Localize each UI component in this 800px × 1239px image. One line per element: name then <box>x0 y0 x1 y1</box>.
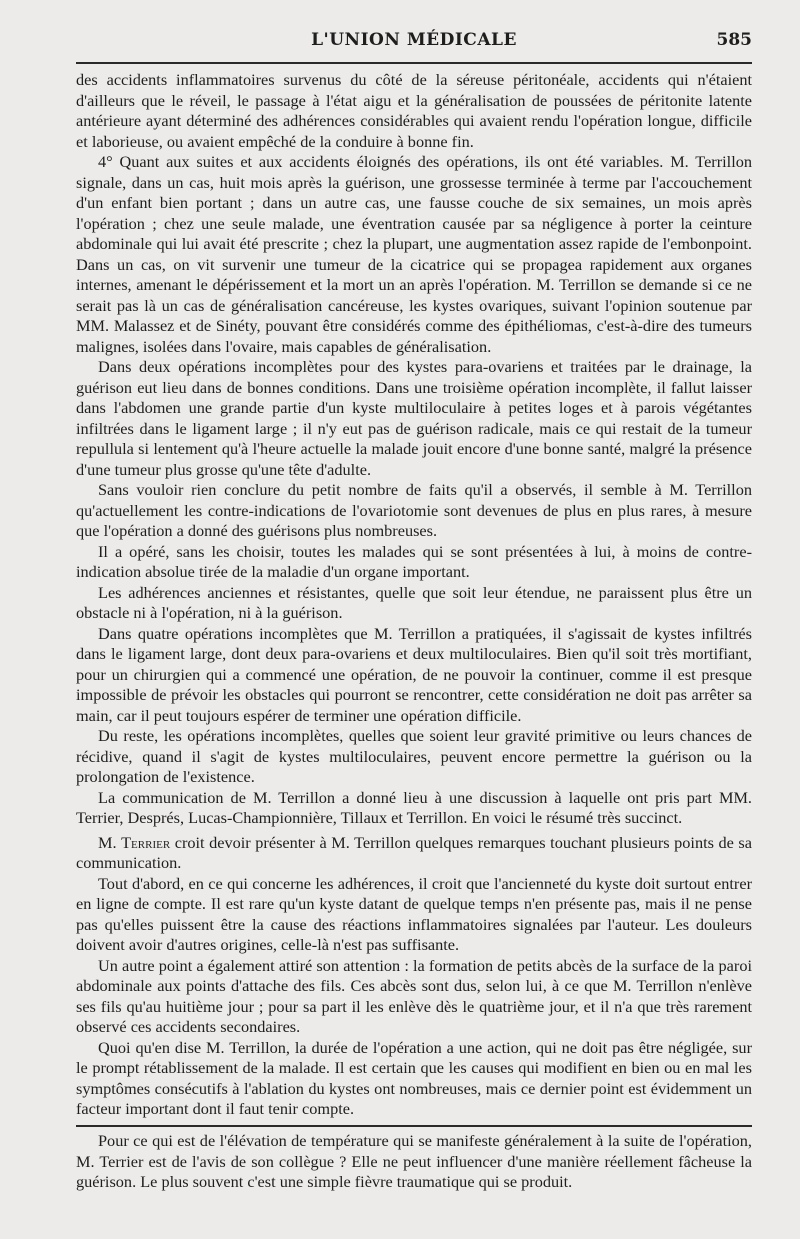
page-header <box>76 28 752 58</box>
paragraph: Du reste, les opérations incomplètes, quelles que soient leur gravité primitive ou leurs chances de récidive, quand il s'agit de kystes multiloculaires, peuvent encore permettre la guérison ou la prolongation de l'existence. <box>76 726 752 786</box>
header-rule <box>76 62 752 64</box>
paragraph: Dans quatre opérations incomplètes que M. Terrillon a pratiquées, il s'agissait de kystes infiltrés dans le ligament large, dont deux para-ovariens et deux multiloculaires. Bien qu'il soit très mortifiant, pour un chirurgien qui a commencé une opération, de ne pouvoir la continuer, comme il est presque impossible de prévoir les obstacles qui pourront se rencontrer, cette considération ne doit pas arrêter sa main, car il peut toujours espérer de terminer une opération difficile. <box>76 623 752 725</box>
paragraph: des accidents inflammatoires survenus du côté de la séreuse péritonéale, accidents qui n'étaient d'ailleurs que le réveil, le passage à l'état aigu et la généralisation de poussées de péritonite latente antérieure ayant déterminé des adhérences considérables qui avaient rendu l'opération longue, difficile et laborieuse, ou avaient empêché de la conduire à bonne fin. <box>76 70 752 151</box>
page-number: 585 <box>716 30 752 50</box>
paragraph: Tout d'abord, en ce qui concerne les adhérences, il croit que l'ancienneté du kyste doit surtout entrer en ligne de compte. Il est rare qu'un kyste datant de quelque temps n'en présente pas, mais il ne pense pas qu'elles puissent être la cause des réactions inflammatoires signalées par l'auteur. Les douleurs doivent avoir d'autres origines, celle-là n'est pas suffisante. <box>76 873 752 954</box>
running-title: L'UNION MÉDICALE <box>311 30 517 50</box>
paragraph: 4° Quant aux suites et aux accidents éloignés des opérations, ils ont été variables. M. Terrillon signale, dans un cas, huit mois après la guérison, une grossesse terminée à terme par l'accouchement d'un enfant bien portant ; dans un autre cas, une fausse couche de six semaines, un mois après l'opération ; chez une seule malade, une éventration causée par sa négligence à porter la ceinture abdominale qui lui avait été prescrite ; chez la plupart, une augmentation assez rapide de l'embonpoint. Dans un cas, on vit survenir une tumeur de la cicatrice qui se propagea rapidement aux organes internes, amenant le dépérissement et la mort un an après l'opération. M. Terrillon se demande si ce ne serait pas là un cas de généralisation cancéreuse, les kystes ovariques, suivant l'opinion soutenue par MM. Malassez et de Sinéty, pouvant être considérés comme des épithéliomas, c'est-à-dire des tumeurs malignes, isolées dans l'ovaire, mais capables de généralisation. <box>76 152 752 356</box>
paragraph: La communication de M. Terrillon a donné lieu à une discussion à laquelle ont pris part MM. Terrier, Després, Lucas-Championnière, Tillaux et Terrillon. En voici le résumé très succinct. <box>76 787 752 827</box>
paragraph: Pour ce qui est de l'élévation de température qui se manifeste généralement à la suite de l'opération, M. Terrier est de l'avis de son collègue ? Elle ne peut influencer d'une manière réellement fâcheuse la guérison. Le plus souvent c'est une simple fièvre traumatique qui se produit. <box>76 1131 752 1191</box>
paragraph: Sans vouloir rien conclure du petit nombre de faits qu'il a observés, il semble à M. Terrillon qu'actuellement les contre-indications de l'ovariotomie sont devenues de plus en plus rares, à mesure que l'opération a donné des guérisons plus nombreuses. <box>76 480 752 540</box>
paragraph: Quoi qu'en dise M. Terrillon, la durée de l'opération a une action, qui ne doit pas être négligée, sur le prompt rétablissement de la malade. Il est certain que les causes qui modifient en bien ou en mal les symptômes consécutifs à l'ablation du kystes ont nombreuses, mais ce dernier point est évidemment un facteur important dont il faut tenir compte. <box>76 1037 752 1118</box>
paragraph: Un autre point a également attiré son attention : la formation de petits abcès de la surface de la paroi abdominale aux points d'attache des fils. Ces abcès sont dus, selon lui, à ce que M. Terrillon n'enlève ses fils qu'au huitième jour ; pour sa part il les enlève dès le quatrième jour, et il n'a que très rarement observé ces accidents secondaires. <box>76 955 752 1036</box>
terrier-paragraph <box>76 833 752 874</box>
terrier-text: croit devoir présenter à M. Terrillon quelques remarques touchant plusieurs points de sa communication. <box>76 832 752 872</box>
article-body <box>76 70 752 1120</box>
speaker-name: Terrier <box>121 832 171 852</box>
paragraph: Il a opéré, sans les choisir, toutes les malades qui se sont présentées à lui, à moins de contre-indication absolue tirée de la maladie d'un organe important. <box>76 541 752 581</box>
paragraph: Les adhérences anciennes et résistantes, quelle que soit leur étendue, ne paraissent plus être un obstacle ni à l'opération, ni à la guérison. <box>76 582 752 622</box>
paragraph: Dans deux opérations incomplètes pour des kystes para-ovariens et traitées par le drainage, la guérison eut lieu dans de bonnes conditions. Dans une troisième opération incomplète, il fallut laisser dans l'abdomen une grande partie d'un kyste multiloculaire à petites loges et à parois végétantes infiltrées dans le ligament large ; il n'y eut pas de guérison radicale, mais ce qui restait de la tumeur repullula si lentement qu'à l'heure actuelle la malade jouit encore d'une bonne santé, malgré la présence d'une tumeur plus grosse qu'une tête d'adulte. <box>76 357 752 479</box>
continuation <box>76 1131 752 1193</box>
terrier-prefix: M. <box>98 832 122 852</box>
section-rule <box>76 1125 752 1127</box>
